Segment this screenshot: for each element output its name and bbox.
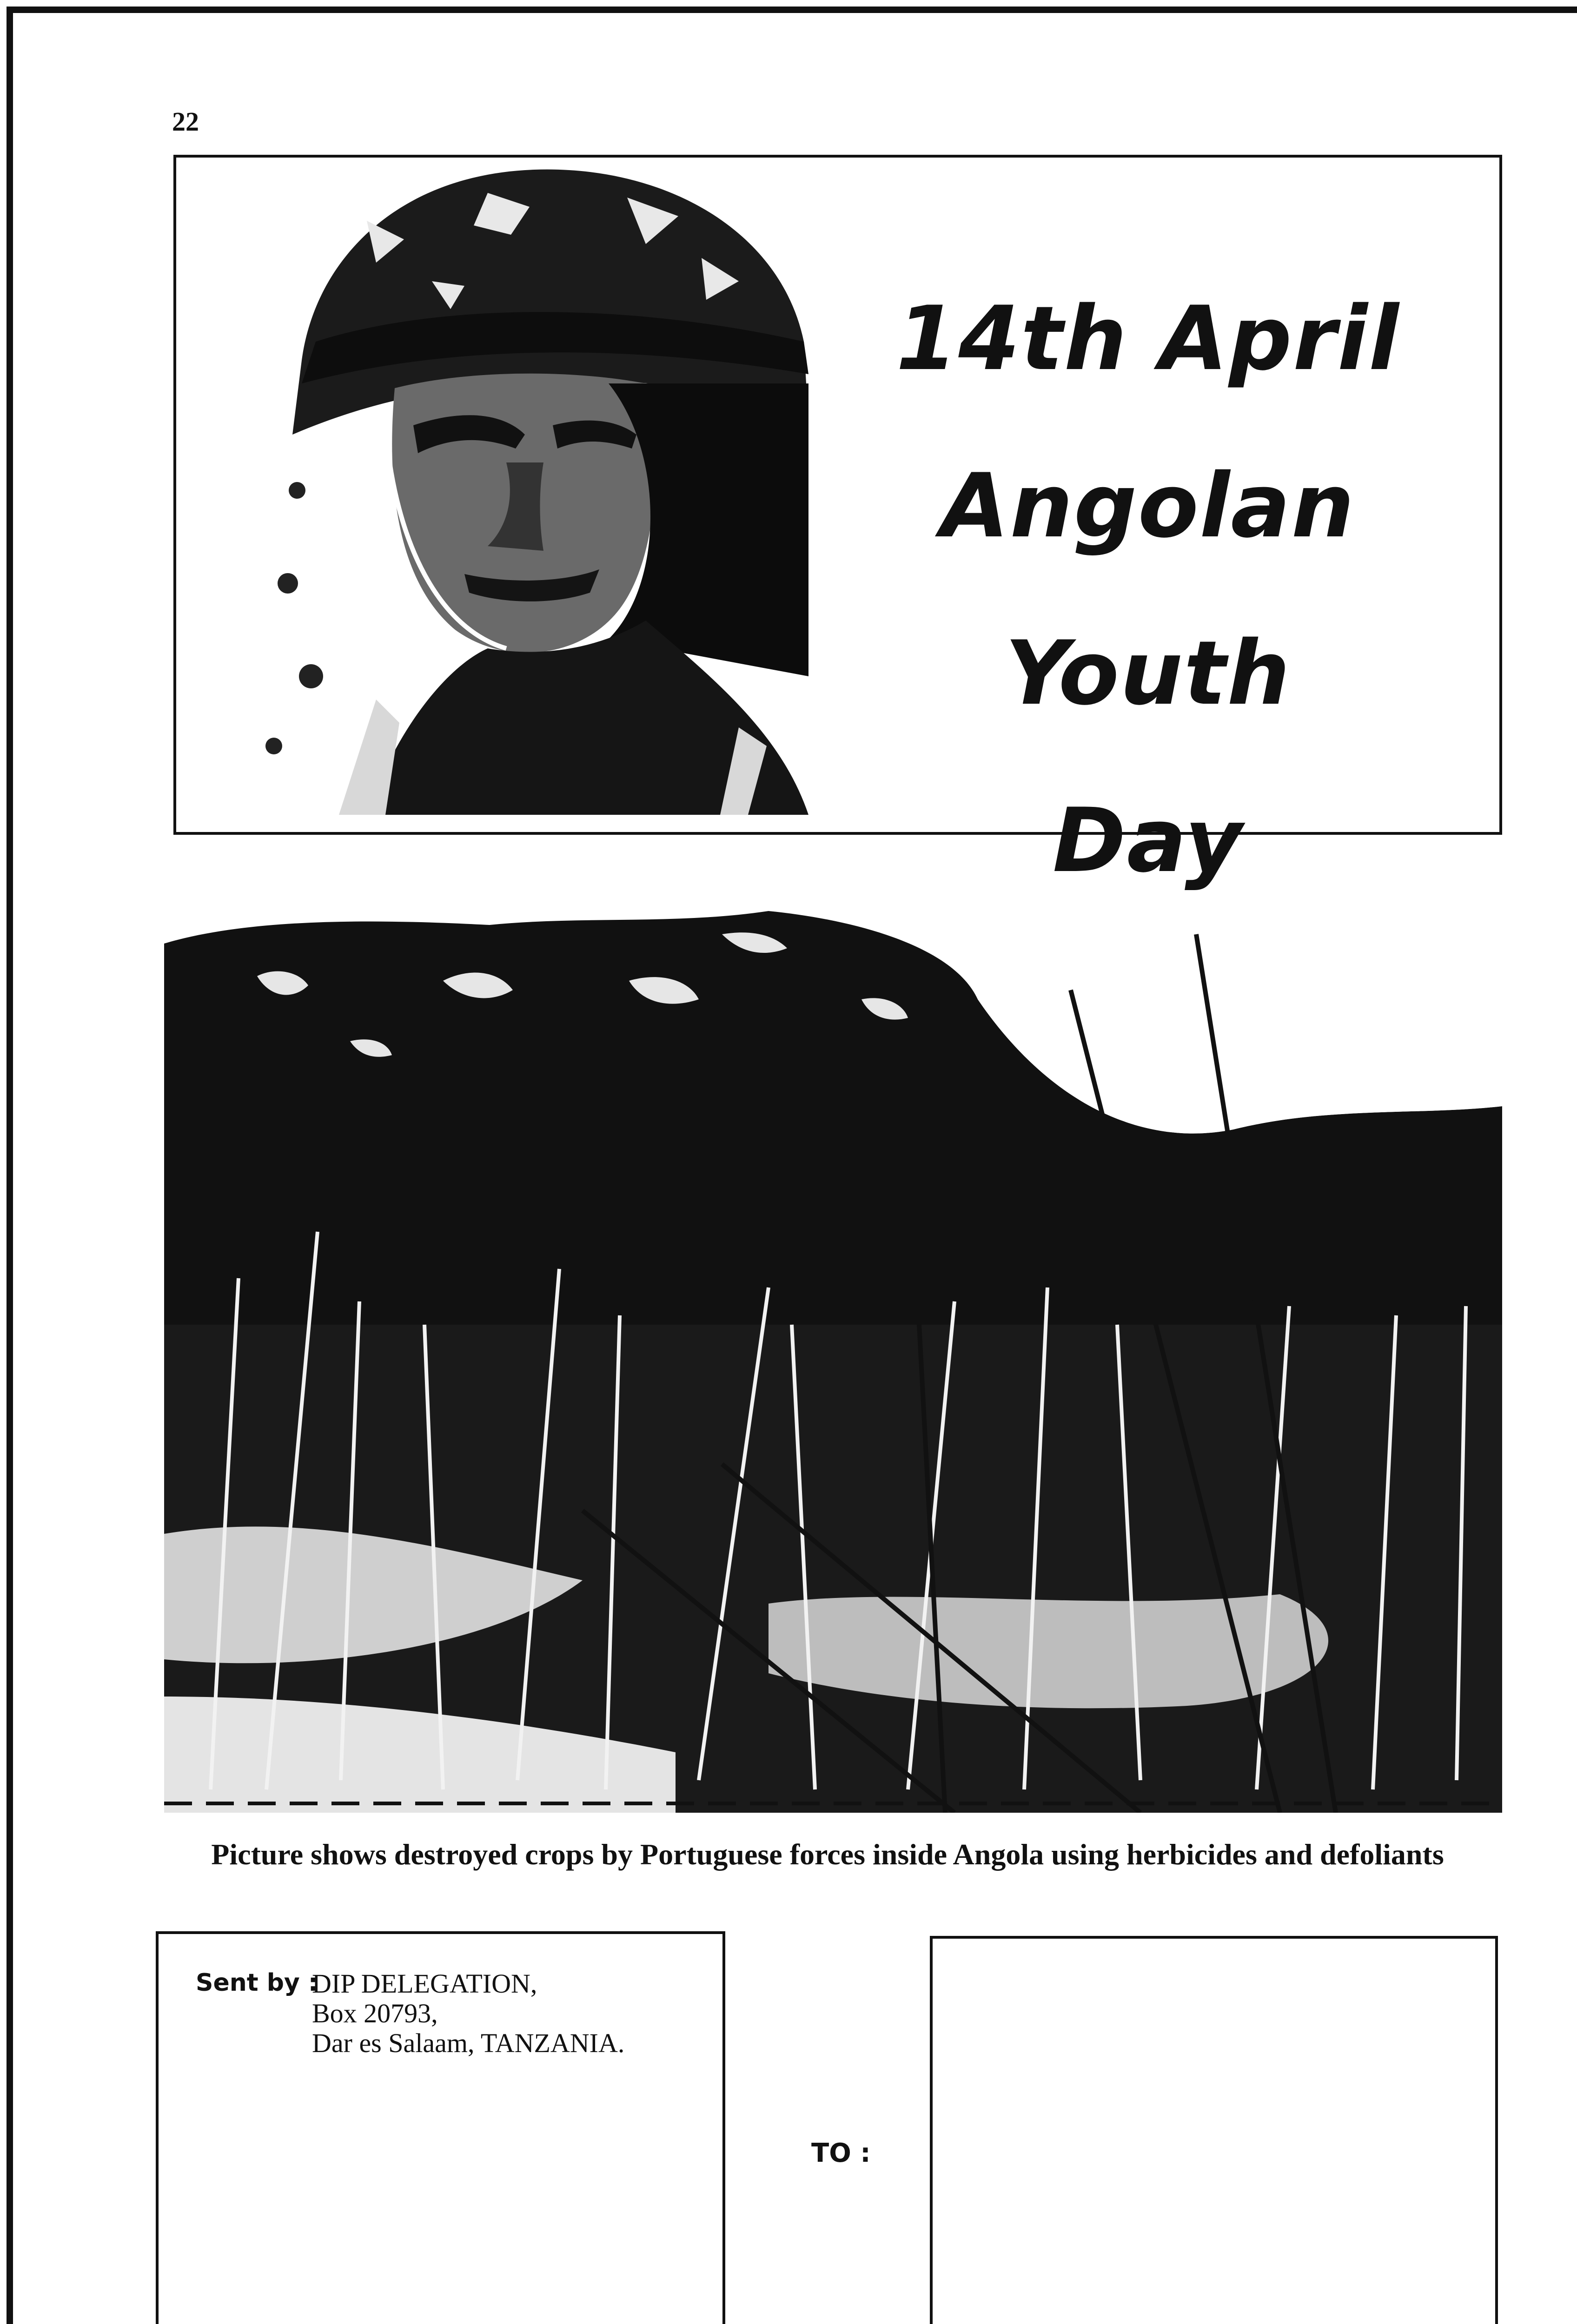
- address-line-3: Dar es Salaam, TANZANIA.: [312, 2028, 625, 2058]
- page-number: 22: [172, 106, 199, 137]
- banner-title-line1: 14th April: [896, 287, 1400, 390]
- to-label: TO :: [811, 2138, 871, 2168]
- youth-day-banner: [173, 155, 1502, 892]
- page-edge-left: [7, 7, 13, 2324]
- sent-by-label: Sent by :: [196, 1969, 318, 1997]
- photo-caption: Picture shows destroyed crops by Portuguese forces inside Angola using herbicides and defoliants: [211, 1838, 1444, 1871]
- banner-title: [795, 255, 1501, 924]
- sender-address-box: [156, 1931, 725, 2324]
- banner-title-line2: Angolan Youth: [941, 455, 1355, 725]
- sender-address: [312, 1969, 624, 2058]
- address-line-2: Box 20793,: [312, 1998, 438, 2028]
- recipient-address-box: [930, 1936, 1498, 2324]
- destroyed-crops-photo: [164, 906, 1502, 1813]
- page-edge-top: [7, 7, 1577, 13]
- address-line-1: DIP DELEGATION,: [312, 1968, 537, 1999]
- banner-title-line3: Day: [1053, 789, 1243, 892]
- soldier-portrait: [246, 165, 846, 815]
